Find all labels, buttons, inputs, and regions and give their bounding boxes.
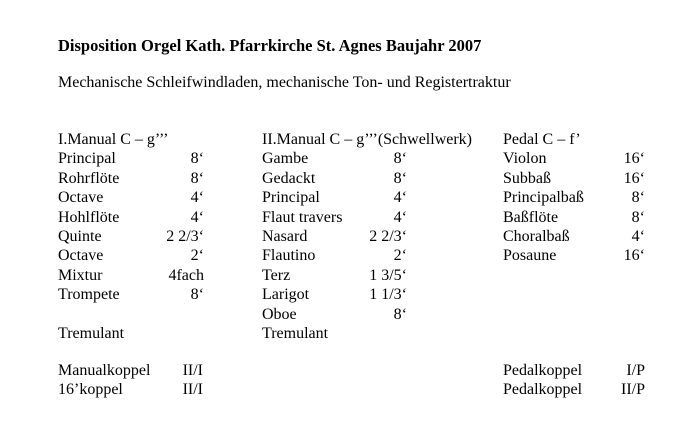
document-title: Disposition Orgel Kath. Pfarrkirche St. Agnes Baujahr 2007 — [58, 36, 482, 55]
stop-name: Flaut travers — [262, 208, 343, 226]
coupler-row — [58, 361, 203, 380]
stop-size: 2 2/3‘ — [369, 227, 407, 245]
stop-row — [262, 285, 407, 304]
stop-name: Hohlflöte — [58, 208, 120, 226]
stop-name: Baßflöte — [503, 208, 559, 226]
stop-name: Trompete — [58, 286, 120, 304]
stop-row — [262, 227, 407, 246]
stop-size: 1 1/3‘ — [369, 286, 407, 304]
stop-name: Rohrflöte — [58, 169, 120, 187]
stop-size: 8‘ — [631, 208, 645, 226]
document-subtitle: Mechanische Schleifwindladen, mechanische Ton- und Registertraktur — [58, 74, 511, 91]
stop-name: Violon — [503, 150, 547, 168]
stop-size: 16‘ — [623, 150, 645, 168]
coupler-name: Manualkoppel — [58, 362, 151, 379]
stop-name: Gedackt — [262, 169, 316, 187]
stop-size: 8‘ — [393, 305, 407, 323]
stop-row — [262, 305, 407, 324]
stop-size: 8‘ — [190, 150, 204, 168]
stop-size: 1 3/5‘ — [369, 266, 407, 284]
stop-name: Posaune — [503, 247, 557, 265]
stop-size: 8‘ — [393, 150, 407, 168]
stop-size: 8‘ — [631, 189, 645, 207]
stop-name: Flautino — [262, 247, 316, 265]
couplers-right — [503, 361, 645, 400]
stop-size: 4‘ — [393, 208, 407, 226]
coupler-name: 16’koppel — [58, 381, 123, 399]
stop-row — [58, 285, 204, 304]
manual-1-tremulant: Tremulant — [58, 324, 125, 342]
stop-name: Octave — [58, 247, 104, 265]
stop-name: Mixtur — [58, 266, 103, 284]
stop-name: Octave — [58, 189, 104, 207]
stop-row — [262, 149, 407, 168]
stop-name: Subbaß — [503, 169, 551, 187]
pedal-column — [503, 130, 645, 266]
manual-1-column — [58, 130, 204, 343]
stop-size: 16‘ — [623, 169, 645, 187]
manual-1-heading: I.Manual C – g’’’ — [58, 131, 169, 148]
stop-row — [58, 246, 204, 265]
stop-size: 2‘ — [190, 247, 204, 265]
manual-2-tremulant: Tremulant — [262, 324, 329, 342]
stop-size: 2‘ — [393, 247, 407, 265]
stop-row — [503, 227, 645, 246]
stop-row — [262, 246, 407, 265]
coupler-name: Pedalkoppel — [503, 362, 583, 379]
stop-row — [58, 169, 204, 188]
stop-row — [58, 188, 204, 207]
stop-size: 16‘ — [623, 247, 645, 265]
stop-row — [262, 266, 407, 285]
stop-row — [58, 266, 204, 285]
stop-name: Terz — [262, 266, 291, 284]
stop-name: Nasard — [262, 227, 308, 245]
stop-row — [503, 149, 645, 168]
stop-size: 2 2/3‘ — [166, 227, 204, 245]
coupler-value: I/P — [626, 362, 645, 379]
stop-row — [262, 188, 407, 207]
couplers-left — [58, 361, 203, 400]
stop-name: Quinte — [58, 227, 102, 245]
stop-size: 8‘ — [393, 169, 407, 187]
stop-size: 4‘ — [190, 208, 204, 226]
stop-size: 8‘ — [190, 169, 204, 187]
stop-row — [503, 188, 645, 207]
stop-size: 4‘ — [631, 227, 645, 245]
manual-2-column — [262, 130, 472, 343]
stop-size: 4‘ — [190, 189, 204, 207]
manual-2-heading: II.Manual C – g’’’(Schwellwerk) — [262, 131, 472, 148]
stop-name: Choralbaß — [503, 227, 570, 245]
coupler-value: II/P — [621, 381, 645, 399]
stop-size: 4fach — [168, 266, 204, 284]
stop-name: Gambe — [262, 150, 309, 168]
stop-row — [58, 208, 204, 227]
stop-row — [503, 208, 645, 227]
coupler-value: II/I — [182, 381, 203, 399]
stop-name: Oboe — [262, 305, 297, 323]
stop-name: Principal — [58, 150, 116, 168]
stop-row — [58, 227, 204, 246]
stop-row — [58, 149, 204, 168]
stop-row — [262, 169, 407, 188]
stop-name: Principal — [262, 189, 320, 207]
stop-name: Larigot — [262, 286, 310, 304]
stop-row — [503, 246, 645, 265]
stop-row — [503, 169, 645, 188]
coupler-value: II/I — [182, 362, 203, 379]
coupler-row — [58, 380, 203, 399]
stop-size: 4‘ — [393, 189, 407, 207]
coupler-name: Pedalkoppel — [503, 381, 583, 399]
stop-size: 8‘ — [190, 286, 204, 304]
stop-name: Principalbaß — [503, 189, 584, 207]
coupler-row — [503, 380, 645, 399]
pedal-heading: Pedal C – f’ — [503, 131, 581, 148]
coupler-row — [503, 361, 645, 380]
stop-row — [262, 208, 407, 227]
